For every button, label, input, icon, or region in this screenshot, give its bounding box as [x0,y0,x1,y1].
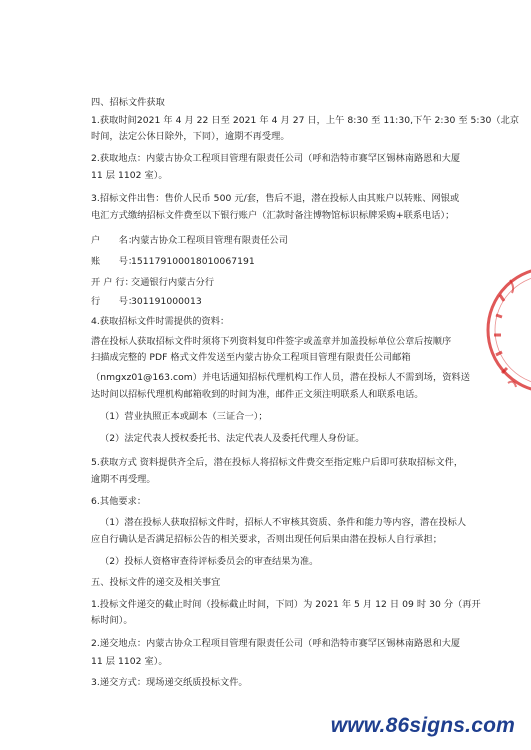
bank-code [91,296,202,308]
bank-branch [91,277,214,289]
p4-line-2: 扫描成完整的 PDF 格式文件发送至内蒙古协众工程项目管理有限责任公司邮箱 [91,352,411,363]
section-4-heading: 四、招标文件获取 [91,97,165,108]
p3-line-1: 3.招标文件出售：售价人民币 500 元/套，售后不退，潜在投标人由其账户以转账、网银或 [91,193,460,204]
p4-line-1: 潜在投标人获取招标文件时须将下列资料复印件签字或盖章并加盖投标单位公章后按顺序 [91,336,452,347]
s5-p1-line-1: 1.投标文件递交的截止时间（投标截止时间，下同）为 2021 年 5 月 12 日 09 时 30 分（再开 [91,599,481,610]
bank-branch-label: 开 户 行： [91,277,134,288]
company-seal-stamp [470,255,531,405]
p4-item-1: （1）营业执照正本或副本（三证合一）； [100,411,268,422]
p4-line-4: 达时间以招标代理机构邮箱收到的时间为准，邮件正文须注明联系人和联系电话。 [91,389,424,400]
s5-p3: 3.递交方式：现场递交纸质投标文件。 [91,677,248,688]
p2-line-2: 11 层 1102 室）。 [91,170,168,181]
bank-account-name-value: 内蒙古协众工程项目管理有限责任公司 [131,235,289,246]
p1-line-2: 时间，法定公休日除外，下同），逾期不再受理。 [91,131,290,142]
bank-account-number-value: 151179100018010067191 [131,256,255,267]
p6-heading: 6.其他要求： [91,496,147,507]
p6-item-1-line-2: 应自行确认是否满足招标公告的相关要求，否则出现任何后果由潜在投标人自行承担； [91,534,443,545]
p4-heading: 4.获取招标文件时需提供的资料： [91,316,230,327]
bank-code-value: 301191000013 [131,296,202,307]
bank-account-number [91,256,255,268]
p6-item-1-line-1: （1）潜在投标人获取招标文件时，招标人不审核其资质、条件和能力等内容，潜在投标人 [100,517,467,528]
bank-account-name [91,235,288,247]
s5-p2-line-2: 11 层 1102 室）。 [91,656,168,667]
section-5-heading: 五、投标文件的递交及相关事宜 [91,577,221,588]
bank-account-number-label: 账 号： [91,256,138,267]
p6-item-2: （2）投标人资格审查待评标委员会的审查结果为准。 [100,556,319,567]
bank-code-label: 行 号： [91,296,138,307]
p3-line-2: 电汇方式缴纳招标文件费至以下银行账户（汇款时备注博物馆标识标牌采购+联系电话）； [91,210,455,221]
s5-p2-line-1: 2.递交地点：内蒙古协众工程项目管理有限责任公司（呼和浩特市赛罕区锡林南路恩和大厦 [91,638,461,649]
p4-item-2: （2）法定代表人授权委托书、法定代表人及委托代理人身份证。 [100,433,365,444]
bank-account-name-label: 户 名： [91,235,138,246]
bank-branch-value: 交通银行内蒙古分行 [131,277,215,288]
p1-line-1: 1.获取时间2021 年 4 月 22 日至 2021 年 4 月 27 日，上午 8:30 至 11:30,下午 2:30 至 5:30（北京 [91,115,520,126]
watermark-url: www.86signs.com [330,714,515,737]
p2-line-1: 2.获取地点：内蒙古协众工程项目管理有限责任公司（呼和浩特市赛罕区锡林南路恩和大厦 [91,153,461,164]
s5-p1-line-2: 标时间）。 [91,615,133,626]
p5-line-1: 5.获取方式 资料提供齐全后，潜在投标人将招标文件费交至指定账户后即可获取招标文件， [91,457,464,468]
p4-line-3: （nmgxz01@163.com）并电话通知招标代理机构工作人员，潜在投标人不需到场，资料送 [91,372,470,383]
p5-line-2: 逾期不再受理。 [91,474,156,485]
